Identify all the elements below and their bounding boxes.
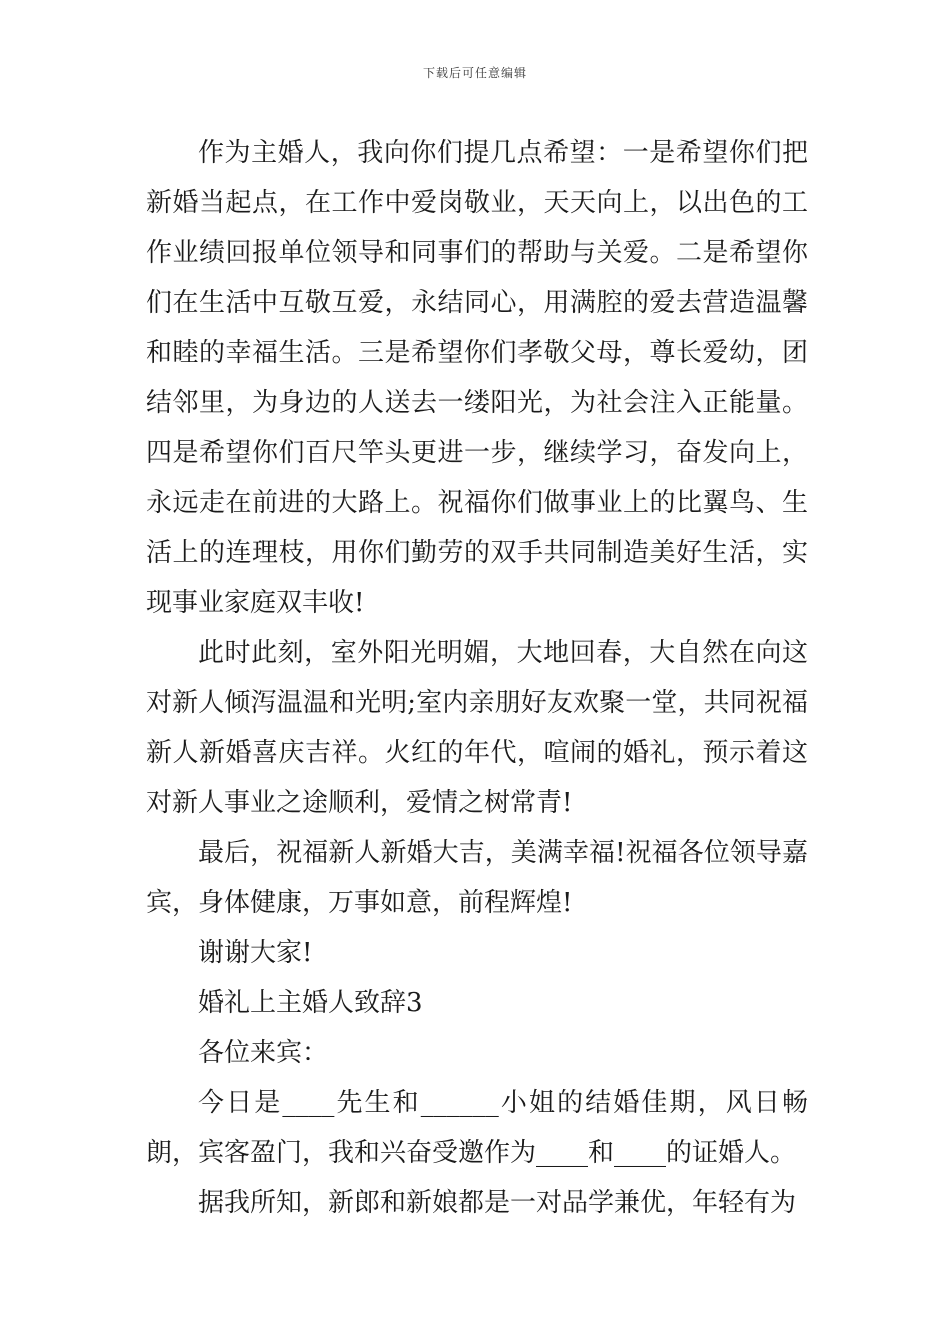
paragraph-wishes: 作为主婚人，我向你们提几点希望：一是希望你们把新婚当起点，在工作中爱岗敬业，天天向上，以出色的工作业绩回报单位领导和同事们的帮助与关爱。二是希望你们在生活中互敬互爱，永结同心，用满腔的爱去营造温馨和睦的幸福生活。三是希望你们孝敬父母，尊长爱幼，团结邻里，为身边的人送去一缕阳光，为社会注入正能量。四是希望你们百尺竿头更进一步，继续学习，奋发向上，永远走在前进的大路上。祝福你们做事业上的比翼鸟、生活上的连理枝，用你们勤劳的双手共同制造美好生活，实现事业家庭双丰收! [146,138,808,618]
paragraph-intro: 今日是____先生和______小姐的结婚佳期，风日畅朗，宾客盈门，我和兴奋受邀作为____和____的证婚人。 [146,1088,808,1168]
paragraph-couple: 据我所知，新郎和新娘都是一对品学兼优，年轻有为 [198,1188,797,1218]
paragraph-closing-blessing: 最后，祝福新人新婚大吉，美满幸福!祝福各位领导嘉宾，身体健康，万事如意，前程辉煌! [146,838,808,918]
document-body [146,128,808,1228]
paragraph-moment: 此时此刻，室外阳光明媚，大地回春，大自然在向这对新人倾泻温温和光明;室内亲朋好友欢聚一堂，共同祝福新人新婚喜庆吉祥。火红的年代，喧闹的婚礼，预示着这对新人事业之途顺利，爱情之树常青! [146,638,808,818]
header-note: 下载后可任意编辑 [422,66,527,80]
salutation: 各位来宾： [198,1038,329,1068]
section-title: 婚礼上主婚人致辞3 [198,988,423,1018]
paragraph-thanks: 谢谢大家! [198,938,313,968]
